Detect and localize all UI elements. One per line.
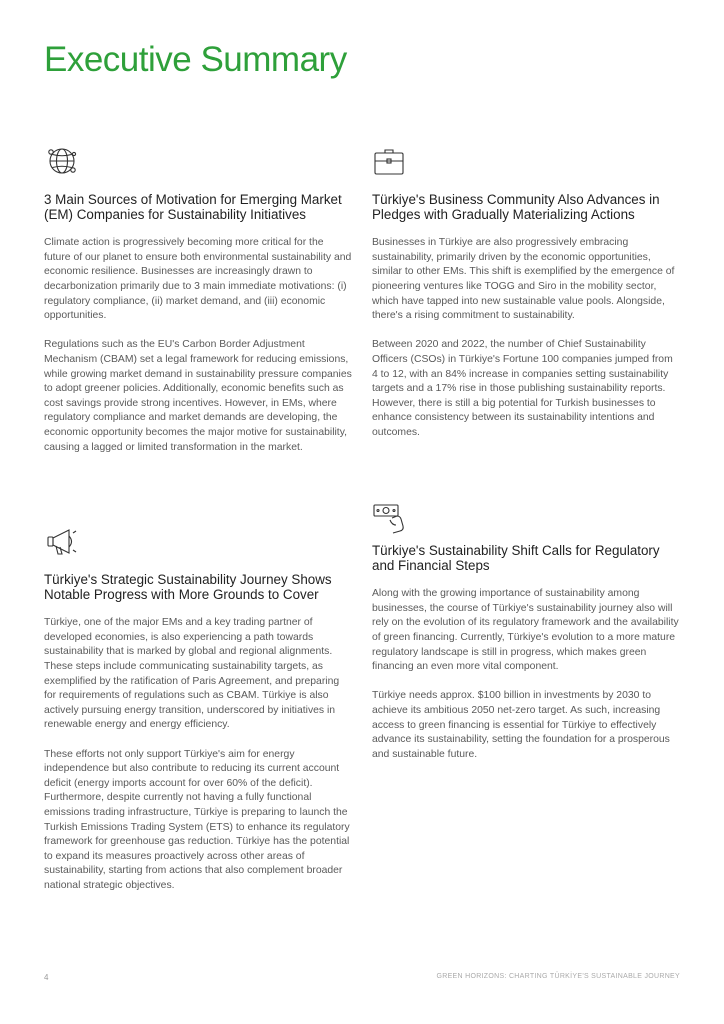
section-paragraph: Businesses in Türkiye are also progressively embracing sustainability, primarily driven by the economic opportunities, similar to other EMs. This shift is exemplified by the emergence of pioneering ventures like TOGG and Siro in the mobility sector, which have tapped into new sustainable value pools. Alongside, there's a rising commitment to sustainability. — [372, 237, 675, 322]
megaphone-icon — [45, 525, 79, 559]
section-paragraph: Between 2020 and 2022, the number of Chief Sustainability Officers (CSOs) in Türkiye's Fortune 100 companies jumped from 4 to 12, with an 84% increase in companies setting sustainability targets and a 17% rise in those publishing sustainability reports. However, there is still a big potential for Turkish businesses to enhance consistency between its sustainability intentions and outcomes. — [372, 339, 673, 438]
section-paragraph: Türkiye needs approx. $100 billion in investments by 2030 to achieve its ambitious 2050 net-zero target. As such, increasing access to green financing is essential for Türkiye to effectively advance its sustainability, setting the foundation for a prosperous and sustainable future. — [372, 690, 670, 760]
section-heading: Türkiye's Sustainability Shift Calls for Regulatory and Financial Steps — [372, 543, 660, 573]
section-paragraph: Regulations such as the EU's Carbon Border Adjustment Mechanism (CBAM) set a legal framework for reducing emissions, while growing market demand in sustainability pressure companies to adopt greener policies. Additionally, economic benefits such as cost savings provide strong incentives. However, in EMs, where regulatory compliance and market demands are developing, the economic opportunity becomes the major motive for sustainability, causing a lagged or limited transformation in the market. — [44, 339, 352, 453]
section-business-community — [372, 193, 680, 455]
section-heading: Türkiye's Business Community Also Advances in Pledges with Gradually Materializing Actions — [372, 192, 660, 222]
section-regulatory-financial — [372, 544, 680, 777]
section-em-motivation — [44, 193, 352, 470]
footer-title: GREEN HORIZONS: CHARTING TÜRKİYE'S SUSTAINABLE JOURNEY — [436, 973, 680, 980]
page-title: Executive Summary — [44, 40, 347, 79]
section-paragraph: Along with the growing importance of sustainability among businesses, the course of Türkiye's sustainability journey also will rely on the evolution of its regulatory framework and the availability of green financing. Currently, Türkiye's evolution to a more mature regulatory landscape is still in progress, which makes green financing an even more vital component. — [372, 588, 679, 673]
section-heading: 3 Main Sources of Motivation for Emerging Market (EM) Companies for Sustainability Initiatives — [44, 192, 342, 222]
money-hand-icon — [372, 500, 406, 534]
briefcase-icon — [372, 144, 406, 178]
page-number: 4 — [44, 973, 49, 982]
globe-icon — [45, 144, 79, 178]
section-strategic-journey — [44, 573, 352, 908]
section-paragraph: These efforts not only support Türkiye's aim for energy independence but also contribute to reducing its current account deficit (energy imports account for over 60% of the deficit). Furthermore, despite currently not having a fully functional emissions trading infrastructure, Türkiye is preparing to launch the Turkish Emissions Trading System (ETS) to enhance its regulatory framework for greenhouse gas reduction. Türkiye has the potential to expand its measures proactively across other areas of sustainability, starting from actions that also complement broader national strategic objectives. — [44, 748, 350, 891]
section-heading: Türkiye's Strategic Sustainability Journey Shows Notable Progress with More Grounds to Cover — [44, 572, 332, 602]
section-paragraph: Türkiye, one of the major EMs and a key trading partner of developed economies, is also experiencing a path towards sustainability that is marked by global and regional alignments. These steps include communicating sustainability targets, as exemplified by the ratification of Paris Agreement, and preparing for requirements of regulations such as CBAM. Türkiye is also actively pursuing energy transition, underscored by initiatives in renewable energy and energy efficiency. — [44, 617, 340, 731]
section-paragraph: Climate action is progressively becoming more critical for the future of our planet to ensure both environmental sustainability and economic resilience. Businesses are increasingly drawn to decarbonization primarily due to 3 main immediate motivations: (i) regulatory compliance, (ii) market demand, and (iii) economic opportunities. — [44, 237, 352, 322]
